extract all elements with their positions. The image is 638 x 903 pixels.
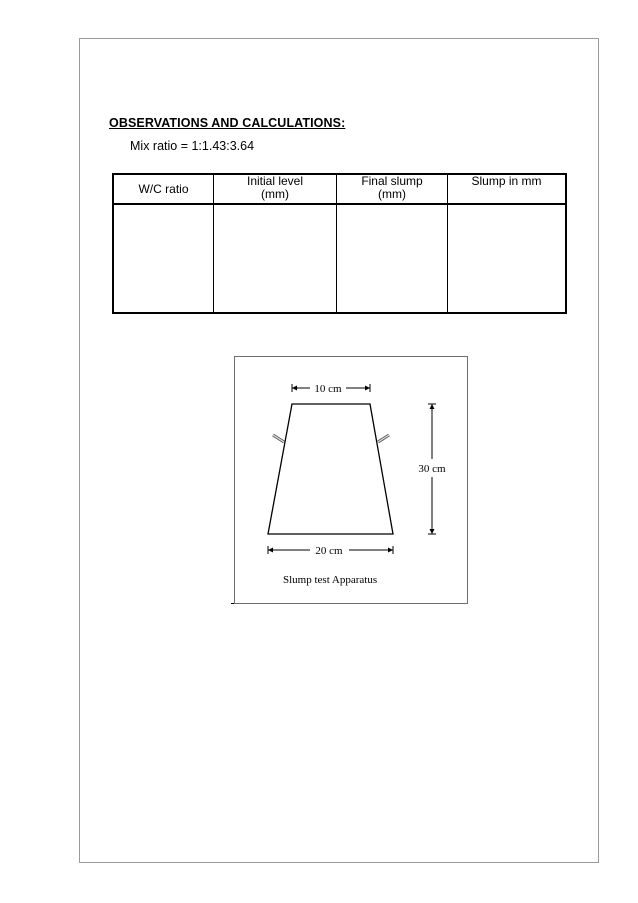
height-dimension-label: 30 cm [418,463,446,475]
table-row [113,204,566,313]
table-cell-final-slump[interactable] [337,204,448,313]
table-cell-wc-ratio[interactable] [113,204,214,313]
top-dimension-label: 10 cm [314,383,342,395]
col-header-final-slump [337,174,448,204]
mix-ratio: Mix ratio = 1:1.43:3.64 [130,139,255,153]
table-cell-initial-level[interactable] [214,204,337,313]
col-header-slump-in-mm [448,174,567,204]
section-heading: OBSERVATIONS AND CALCULATIONS: [109,116,346,130]
col-header-initial-level [214,174,337,204]
col-header-initial-level-line1: Initial level [246,174,304,188]
col-header-slump-in-mm-text: Slump in mm [471,174,542,188]
table-cell-slump-in-mm[interactable] [448,204,567,313]
figure-caption: Slump test Apparatus [283,574,378,586]
col-header-wc-ratio [113,174,214,204]
left-handle-inner [273,435,284,442]
bottom-dimension-label: 20 cm [315,545,343,557]
col-header-initial-level-line2: (mm) [261,187,289,201]
stray-mark [231,603,234,604]
col-header-final-slump-line2: (mm) [378,187,406,201]
col-header-wc-ratio-text: W/C ratio [138,181,189,196]
slump-cone-figure [234,356,468,604]
col-header-final-slump-line1: Final slump [361,174,423,188]
slump-cone-diagram [235,357,467,603]
slump-cone-outline [268,404,393,534]
table-header-row [113,174,566,204]
observations-table [112,173,567,314]
right-handle-inner [378,435,389,442]
